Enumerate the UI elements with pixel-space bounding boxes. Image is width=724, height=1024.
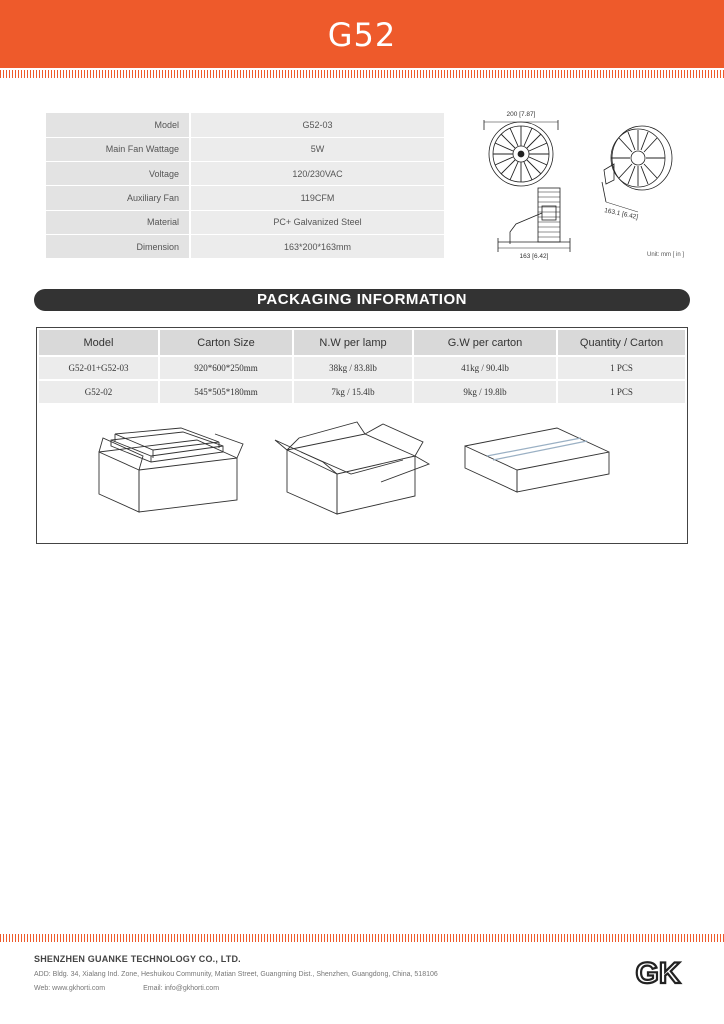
website-link[interactable]: Web: www.gkhorti.com	[34, 985, 106, 992]
footer-stripe-divider	[0, 934, 724, 942]
gk-logo	[626, 952, 690, 992]
table-cell: G52-01+G52-03	[39, 356, 159, 380]
column-header: Model	[39, 330, 159, 356]
table-row	[39, 380, 685, 404]
spec-row	[46, 186, 444, 210]
unit-note: Unit: mm [ in ]	[646, 252, 684, 258]
spec-label: Main Fan Wattage	[46, 137, 190, 161]
fan-perspective-view	[602, 126, 672, 212]
spec-value: 163*200*163mm	[190, 234, 444, 258]
spec-row	[46, 162, 444, 186]
fan-front-view	[484, 120, 558, 186]
page-title: G52	[327, 16, 397, 54]
spec-label: Model	[46, 113, 190, 137]
dimension-width-label: 200 [7.87]	[506, 111, 536, 118]
packaging-panel	[36, 327, 688, 544]
table-cell: 1 PCS	[557, 356, 685, 380]
table-header-row	[39, 330, 685, 356]
table-cell: 38kg / 83.8lb	[293, 356, 413, 380]
column-header: N.W per lamp	[293, 330, 413, 356]
column-header: Carton Size	[159, 330, 293, 356]
section-header-bar	[34, 289, 690, 311]
company-address: ADD: Bldg. 34, Xialang Ind. Zone, Heshuikou Community, Matian Street, Guangming Dist., Shenzhen, Guangdong, China, 518106	[34, 971, 438, 978]
spec-label: Dimension	[46, 234, 190, 258]
spec-row	[46, 234, 444, 258]
spec-row	[46, 210, 444, 234]
open-carton-with-box-illustration	[99, 428, 243, 512]
dimension-depth-label: 163 [6.42]	[519, 253, 549, 260]
table-cell: 9kg / 19.8lb	[413, 380, 557, 404]
table-row	[39, 356, 685, 380]
logo-text: GK	[635, 957, 681, 990]
spec-table	[46, 113, 444, 259]
fan-side-view	[498, 188, 570, 252]
table-cell: 7kg / 15.4lb	[293, 380, 413, 404]
sealed-carton-illustration	[465, 428, 609, 492]
dimension-height-label: 163.1 [6.42]	[603, 207, 639, 222]
table-cell: 41kg / 90.4lb	[413, 356, 557, 380]
spec-row	[46, 137, 444, 161]
column-header: G.W per carton	[413, 330, 557, 356]
table-cell: 1 PCS	[557, 380, 685, 404]
spec-value: 120/230VAC	[190, 162, 444, 186]
footer	[34, 950, 594, 992]
packaging-table	[39, 330, 685, 405]
spec-value: G52-03	[190, 113, 444, 137]
section-title: PACKAGING INFORMATION	[257, 291, 467, 308]
spec-value: 5W	[190, 137, 444, 161]
open-empty-carton-illustration	[275, 422, 429, 514]
table-cell: 920*600*250mm	[159, 356, 293, 380]
spec-label: Material	[46, 210, 190, 234]
spec-row	[46, 113, 444, 137]
carton-illustrations	[97, 416, 617, 536]
spec-value: PC+ Galvanized Steel	[190, 210, 444, 234]
spec-label: Auxiliary Fan	[46, 186, 190, 210]
contact-line	[34, 985, 594, 992]
table-cell: G52-02	[39, 380, 159, 404]
spec-label: Voltage	[46, 162, 190, 186]
header-stripe-divider	[0, 70, 724, 78]
column-header: Quantity / Carton	[557, 330, 685, 356]
header-banner	[0, 0, 724, 68]
table-cell: 545*505*180mm	[159, 380, 293, 404]
company-name: SHENZHEN GUANKE TECHNOLOGY CO., LTD.	[34, 954, 241, 964]
spec-value: 119CFM	[190, 186, 444, 210]
fan-dimension-drawing	[472, 100, 692, 270]
email-link[interactable]: Email: info@gkhorti.com	[143, 985, 220, 992]
